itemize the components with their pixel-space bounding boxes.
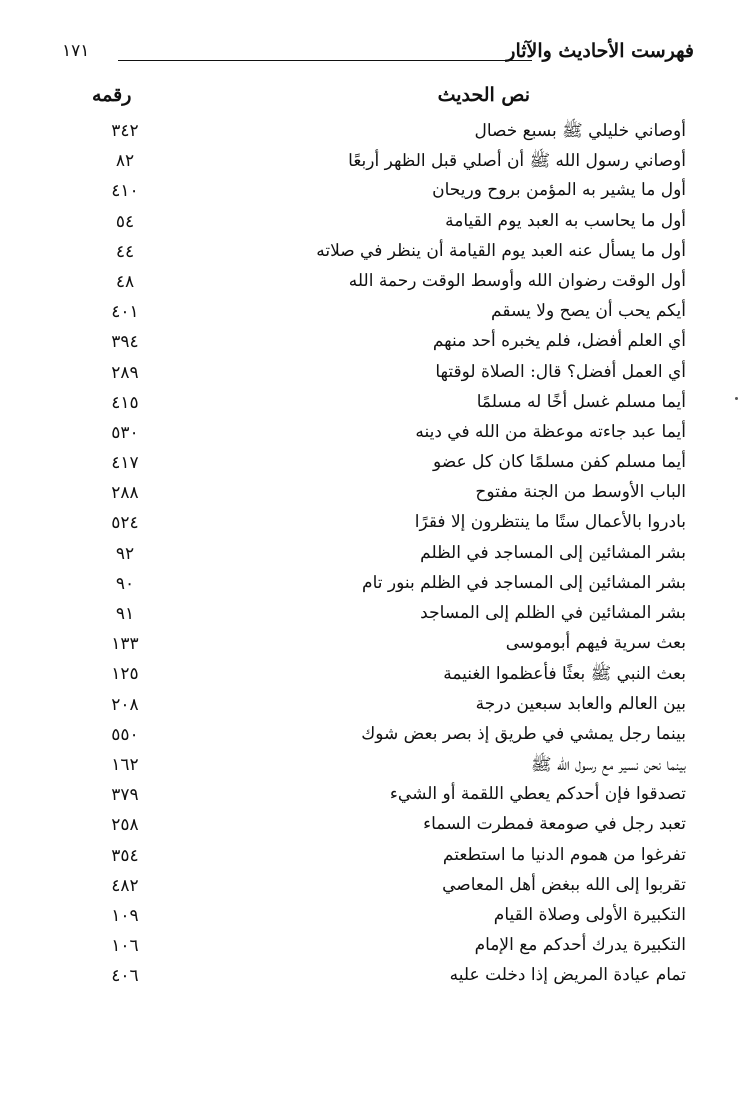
index-row xyxy=(62,782,694,812)
hadith-text: بعث النبي ﷺ بعثًا فأعظموا الغنيمة xyxy=(443,664,686,685)
header-title: فهرست الأحاديث والآثار xyxy=(506,40,694,62)
index-row xyxy=(62,510,694,540)
header-rule xyxy=(118,60,532,61)
hadith-text: تصدقوا فإن أحدكم يعطي اللقمة أو الشيء xyxy=(389,784,686,805)
hadith-text: أول ما يشير به المؤمن بروح وريحان xyxy=(432,180,686,201)
hadith-text: أيما مسلم غسل أخًا له مسلمًا xyxy=(476,391,686,412)
column-headings xyxy=(62,84,694,114)
hadith-number: ٩١ xyxy=(115,604,135,624)
index-row xyxy=(62,873,694,903)
hadith-text: أول الوقت رضوان الله وأوسط الوقت رحمة الله xyxy=(348,270,686,291)
hadith-number: ١٦٢ xyxy=(111,754,139,775)
index-row xyxy=(62,178,694,208)
hadith-text: بادروا بالأعمال ستًا ما ينتظرون إلا فقرًا xyxy=(414,512,686,533)
index-row xyxy=(62,541,694,571)
hadith-number: ٥٢٤ xyxy=(111,513,139,534)
hadith-text: بعث سرية فيهم أبوموسى xyxy=(505,633,686,654)
number-column-heading: رقمه xyxy=(92,84,132,106)
hadith-text: أول ما يسأل عنه العبد يوم القيامة أن ينظر في صلاته xyxy=(316,240,686,261)
hadith-number: ٢٨٨ xyxy=(111,483,139,504)
index-row xyxy=(62,360,694,390)
index-row xyxy=(62,631,694,661)
index-row xyxy=(62,752,694,782)
hadith-text: بينما رجل يمشي في طريق إذ بصر بعض شوك xyxy=(361,723,686,744)
hadith-text: بينما نحن نسير مع رسول الله ﷺ xyxy=(531,754,686,775)
hadith-number: ٤١٥ xyxy=(111,392,139,413)
hadith-text: أيكم يحب أن يصح ولا يسقم xyxy=(491,301,686,322)
hadith-number: ١٠٦ xyxy=(111,936,139,957)
index-row xyxy=(62,571,694,601)
hadith-text: تقربوا إلى الله ببغض أهل المعاصي xyxy=(442,874,686,895)
hadith-number: ٤٨٢ xyxy=(111,875,139,896)
text-column-heading: نص الحديث xyxy=(437,84,530,106)
hadith-number: ٩٠ xyxy=(115,573,135,594)
index-row xyxy=(62,148,694,178)
margin-speck xyxy=(735,397,738,400)
hadith-number: ٤٤ xyxy=(115,241,135,262)
hadith-number: ٢٥٨ xyxy=(111,815,139,836)
hadith-text: أي العلم أفضل، فلم يخبره أحد منهم xyxy=(432,331,686,352)
hadith-number: ٤٠١ xyxy=(111,302,139,323)
hadith-text: بشر المشائين إلى المساجد في الظلم بنور تام xyxy=(362,572,686,593)
hadith-text: أول ما يحاسب به العبد يوم القيامة xyxy=(445,210,686,231)
index-row xyxy=(62,692,694,722)
hadith-number: ٤٨ xyxy=(115,271,135,292)
hadith-text: أيما عبد جاءته موعظة من الله في دينه xyxy=(415,421,686,442)
hadith-number: ٣٥٤ xyxy=(111,845,139,866)
hadith-number: ١٣٣ xyxy=(111,634,139,655)
hadith-text: تفرغوا من هموم الدنيا ما استطعتم xyxy=(442,844,686,865)
hadith-text: بشر المشائين في الظلم إلى المساجد xyxy=(420,603,686,623)
hadith-number: ٢٠٨ xyxy=(111,694,139,715)
index-row xyxy=(62,269,694,299)
hadith-number: ٥٥٠ xyxy=(111,724,139,745)
index-row xyxy=(62,963,694,993)
hadith-number: ٣٤٢ xyxy=(111,121,139,141)
index-row xyxy=(62,299,694,329)
hadith-text: التكبيرة يدرك أحدكم مع الإمام xyxy=(474,935,686,956)
hadith-text: التكبيرة الأولى وصلاة القيام xyxy=(493,904,686,925)
index-row xyxy=(62,209,694,239)
hadith-number: ٥٤ xyxy=(115,211,135,232)
index-row xyxy=(62,601,694,631)
index-row xyxy=(62,239,694,269)
hadith-number: ٩٢ xyxy=(115,543,135,564)
index-row xyxy=(62,843,694,873)
hadith-text: بشر المشائين إلى المساجد في الظلم xyxy=(420,542,686,563)
index-row xyxy=(62,420,694,450)
hadith-number: ٤٠٦ xyxy=(111,966,139,987)
index-row xyxy=(62,903,694,933)
hadith-text: تمام عيادة المريض إذا دخلت عليه xyxy=(449,965,686,986)
index-rows xyxy=(62,118,694,993)
hadith-text: الباب الأوسط من الجنة مفتوح xyxy=(475,482,686,503)
hadith-text: أي العمل أفضل؟ قال: الصلاة لوقتها xyxy=(435,361,686,382)
hadith-number: ٣٩٤ xyxy=(111,332,139,353)
hadith-text: تعبد رجل في صومعة فمطرت السماء xyxy=(423,814,686,835)
index-row xyxy=(62,480,694,510)
hadith-number: ١٢٥ xyxy=(111,664,139,685)
hadith-text: بين العالم والعابد سبعين درجة xyxy=(475,693,686,714)
hadith-number: ٤١٠ xyxy=(111,181,139,202)
index-row xyxy=(62,118,694,148)
hadith-number: ٤١٧ xyxy=(111,453,139,474)
index-row xyxy=(62,450,694,480)
hadith-text: أيما مسلم كفن مسلمًا كان كل عضو xyxy=(432,452,686,473)
hadith-number: ١٠٩ xyxy=(111,905,139,926)
index-row xyxy=(62,933,694,963)
index-row xyxy=(62,722,694,752)
hadith-text: أوصاني خليلي ﷺ بسبع خصال xyxy=(474,121,686,141)
index-row xyxy=(62,812,694,842)
hadith-number: ٨٢ xyxy=(115,151,135,172)
hadith-text: أوصاني رسول الله ﷺ أن أصلي قبل الظهر أربعًا xyxy=(348,151,686,172)
hadith-number: ٥٣٠ xyxy=(111,422,139,443)
index-row xyxy=(62,329,694,359)
page-number: ١٧١ xyxy=(62,41,90,61)
hadith-number: ٣٧٩ xyxy=(111,785,139,806)
hadith-number: ٢٨٩ xyxy=(111,362,139,383)
index-row xyxy=(62,390,694,420)
index-row xyxy=(62,661,694,691)
running-header xyxy=(62,40,694,76)
